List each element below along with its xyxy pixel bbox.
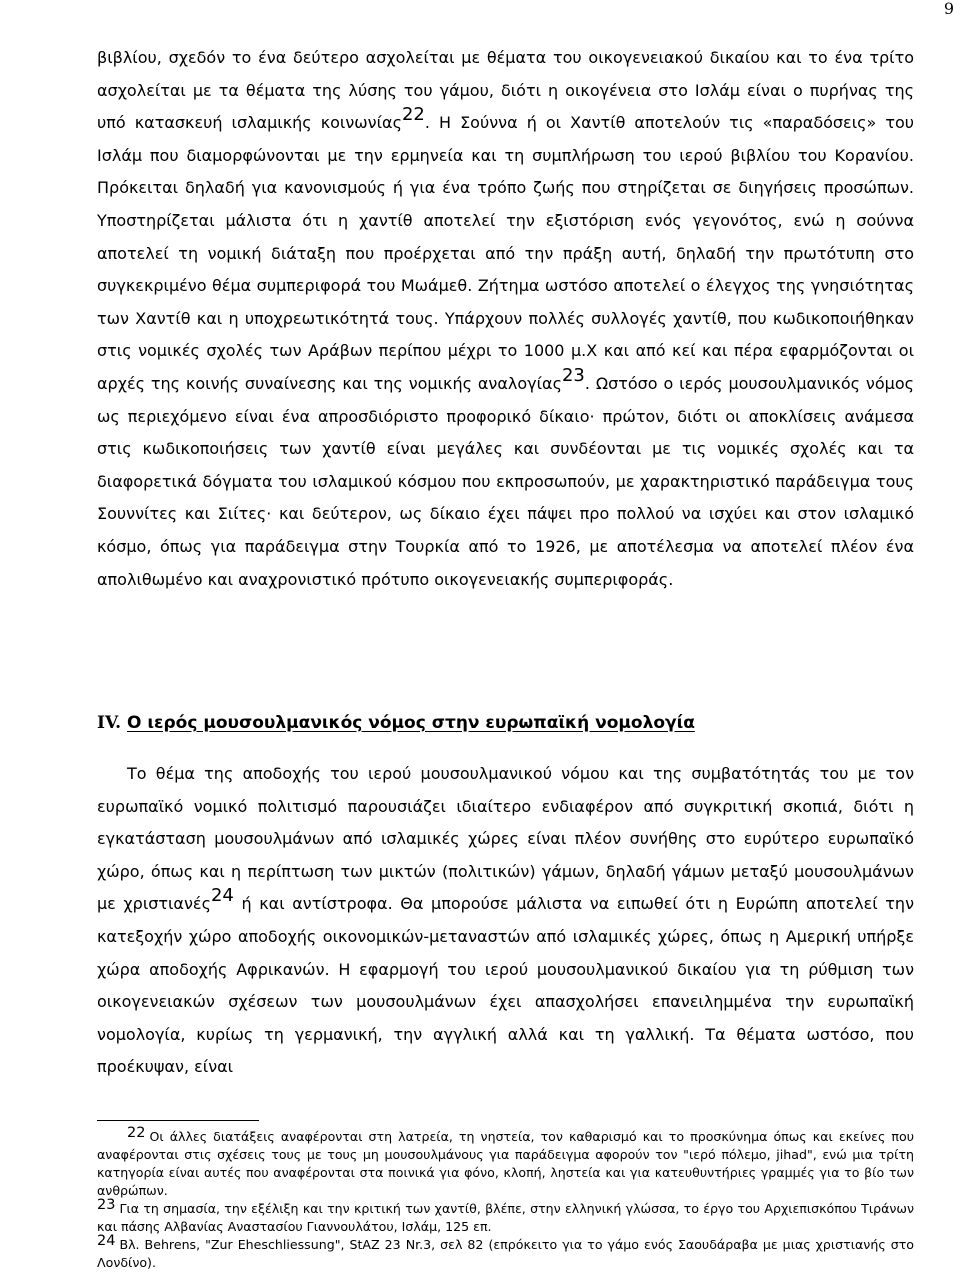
footnote-ref-23[interactable]: 23 xyxy=(561,364,585,386)
footnote-text-23: Για τη σημασία, την εξέλιξη και την κριτική των χαντίθ, βλέπε, στην ελληνική γλώσσα, το έργο του Αρχιεπισκόπου Τιράνων και πάσης Αλβανίας Αναστασίου Γιαννουλάτου, Ισλάμ, 125 επ. xyxy=(97,1201,914,1234)
footnote-separator xyxy=(97,1120,259,1121)
footnote-ref-24[interactable]: 24 xyxy=(210,885,234,907)
paragraph-1-block xyxy=(97,42,914,596)
footnote-mark-22: 22 xyxy=(127,1125,146,1141)
section-title: Ο ιερός μουσουλμανικός νόμος στην ευρωπαϊκή νομολογία xyxy=(127,713,695,733)
paragraph-2-text-b: ή και αντίστροφα. Θα μπορούσε μάλιστα να ειπωθεί ότι η Ευρώπη αποτελεί την κατεξοχήν χώρο αποδοχής οικονομικών-μεταναστών από ισλαμικές χώρες, όπως η Αμερική υπήρξε χώρα αποδοχής Αφρικανών. Η εφαρμογή του ιερού μουσουλμανικού δικαίου για τη ρύθμιση των οικογενειακών σχέσεων των μουσουλμάνων έχει απασχολήσει επανειλημμένα την ευρωπαϊκή νομολογία, κυρίως τη γερμανική, την αγγλική αλλά και τη γαλλική. Τα θέματα ωστόσο, που προέκυψαν, είναι xyxy=(97,894,915,1077)
footnote-22 xyxy=(97,1125,914,1200)
paragraph-2-text-a: Το θέμα της αποδοχής του ιερού μουσουλμανικού νόμου και της συμβατότητάς του με τον ευρωπαϊκό νομικό πολιτισμό παρουσιάζει ιδιαίτερο ενδιαφέρον από συγκριτική σκοπιά, διότι η εγκατάσταση μουσουλμάνων από ισλαμικές χώρες είναι πλέον συνήθης στο ευρύτερο ευρωπαϊκό χώρο, όπως και η περίπτωση των μικτών (πολιτικών) γάμων, δηλαδή γάμων μεταξύ μουσουλμάνων με χριστιανές xyxy=(97,764,914,914)
paragraph-1-text-a: βιβλίου, σχεδόν το ένα δεύτερο ασχολείται με θέματα του οικογενειακού δικαίου και το ένα τρίτο ασχολείται με τα θέματα της λύσης του γάμου, διότι η οικογένεια στο Ισλάμ είναι ο πυρήνας της υπό κατασκευή ισλαμικής κοινωνίας xyxy=(97,48,914,133)
footnote-mark-23: 23 xyxy=(97,1197,116,1213)
section-heading xyxy=(97,706,914,740)
paragraph-2 xyxy=(97,758,914,1084)
paragraph-1-text-b: . Η Σούννα ή οι Χαντίθ αποτελούν τις «παραδόσεις» του Ισλάμ που διαμορφώνονται με την ερμηνεία και τη συμπλήρωση του ιερού βιβλίου του Κορανίου. Πρόκειται δηλαδή για κανονισμούς ή για ένα τρόπο ζωής που στηρίζεται σε διηγήσεις προσώπων. Υποστηρίζεται μάλιστα ότι η χαντίθ αποτελεί την εξιστόριση ενός γεγονότος, ενώ η σούννα αποτελεί τη νομική διάταξη που προέρχεται από την πράξη αυτή, δηλαδή την πρωτότυπη στο συγκεκριμένο θέμα συμπεριφορά του Μωάμεθ. Ζήτημα ωστόσο αποτελεί ο έλεγχος της γνησιότητας των Χαντίθ και η υποχρεωτικότητά τους. Υπάρχουν πολλές συλλογές χαντίθ, που κωδικοποιήθηκαν στις νομικές σχολές των Αράβων περίπου μέχρι το 1000 μ.Χ και από κεί και πέρα εφαρμόζονται οι αρχές της κοινής συναίνεσης και της νομικής αναλογίας xyxy=(97,113,915,393)
section-number: IV. xyxy=(97,713,122,733)
footnotes xyxy=(97,1125,914,1272)
footnote-24 xyxy=(97,1233,914,1272)
paragraph-2-block xyxy=(97,758,914,1084)
paragraph-1-text-c: . Ωστόσο ο ιερός μουσουλμανικός νόμος ως περιεχόμενο είναι ένα απροσδιόριστο προφορικό δίκαιο· πρώτον, διότι οι αποκλίσεις ανάμεσα στις κωδικοποιήσεις των χαντίθ είναι μεγάλες και συνδέονται με τις νομικές σχολές και τα διαφορετικά δόγματα του ισλαμικού κόσμου που εκπροσωπούν, με χαρακτηριστικό παράδειγμα τους Σουννίτες και Σιίτες· και δεύτερον, ως δίκαιο έχει πάψει προ πολλού να ισχύει και στον ισλαμικό κόσμο, όπως για παράδειγμα στην Τουρκία από το 1926, με αποτέλεσμα να αποτελεί πλέον ένα απολιθωμένο και αναχρονιστικό πρότυπο οικογενειακής συμπεριφοράς. xyxy=(97,373,914,589)
page-number: 9 xyxy=(943,0,954,18)
footnote-mark-24: 24 xyxy=(97,1233,116,1249)
paragraph-1 xyxy=(97,42,914,596)
footnote-ref-22[interactable]: 22 xyxy=(401,104,425,126)
footnote-text-24: Βλ. Behrens, "Zur Eheschliessung", StAZ 23 Nr.3, σελ 82 (επρόκειτο για το γάμο ενός Σαουδάραβα με μιας χριστιανής στο Λονδίνο). xyxy=(97,1237,914,1270)
footnote-text-22: Οι άλλες διατάξεις αναφέρονται στη λατρεία, τη νηστεία, τον καθαρισμό και το προσκύνημα όπως και εκείνες που αναφέρονται στις σχέσεις τους με τους μη μουσουλμάνους για παράδειγμα αφορούν τον "ιερό πόλεμο, jihad", ενώ μια τρίτη κατηγορία είναι αυτές που αναφέρονται στα ποινικά για φόνο, κλοπή, ληστεία και για κατευθυντήριες γραμμές για το βίο των ανθρώπων. xyxy=(97,1129,914,1198)
footnote-23 xyxy=(97,1197,914,1236)
